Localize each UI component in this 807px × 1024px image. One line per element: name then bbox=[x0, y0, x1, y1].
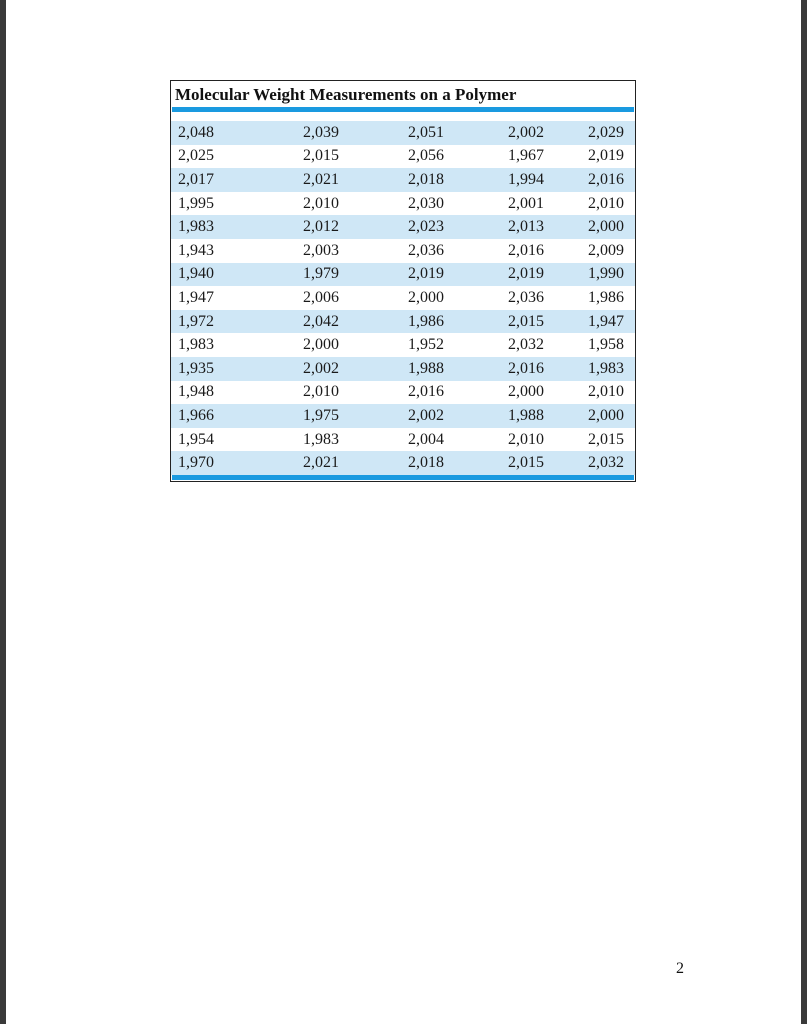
table-cell: 2,032 bbox=[508, 336, 544, 354]
table-cell: 2,021 bbox=[256, 168, 376, 192]
table-row bbox=[171, 333, 635, 357]
table-cell: 2,030 bbox=[408, 194, 444, 212]
page-number: 2 bbox=[676, 960, 684, 977]
table-cell: 1,986 bbox=[376, 310, 476, 334]
table-cell: 2,039 bbox=[256, 121, 376, 145]
table-row bbox=[171, 215, 635, 239]
table-cell: 2,013 bbox=[476, 215, 576, 239]
table-cell: 2,016 bbox=[408, 383, 444, 401]
table-cell: 1,986 bbox=[588, 288, 624, 306]
table-row bbox=[171, 145, 635, 169]
data-table-box bbox=[170, 80, 636, 482]
table-cell: 1,988 bbox=[376, 357, 476, 381]
table-row bbox=[171, 381, 635, 405]
table-cell: 1,954 bbox=[178, 430, 214, 448]
table-cell: 2,019 bbox=[476, 263, 576, 287]
table-cell: 2,018 bbox=[376, 168, 476, 192]
table-cell: 2,015 bbox=[588, 430, 624, 448]
table-row bbox=[171, 192, 635, 216]
table-row bbox=[171, 239, 635, 263]
table-cell: 1,967 bbox=[508, 147, 544, 165]
table-cell: 2,032 bbox=[576, 451, 635, 475]
table-cell: 2,002 bbox=[476, 121, 576, 145]
table-cell: 1,935 bbox=[171, 357, 256, 381]
document-page bbox=[6, 0, 801, 1024]
table-cell: 2,010 bbox=[303, 383, 339, 401]
table-cell: 2,010 bbox=[588, 194, 624, 212]
table-cell: 2,051 bbox=[376, 121, 476, 145]
table-cell: 1,995 bbox=[178, 194, 214, 212]
table-cell: 1,979 bbox=[256, 263, 376, 287]
table-row bbox=[171, 451, 635, 475]
table-row bbox=[171, 168, 635, 192]
table-cell: 1,975 bbox=[256, 404, 376, 428]
table-top-rule bbox=[172, 107, 634, 112]
measurements-table bbox=[171, 121, 635, 475]
table-cell: 1,988 bbox=[476, 404, 576, 428]
table-cell: 2,010 bbox=[588, 383, 624, 401]
table-row bbox=[171, 404, 635, 428]
table-cell: 2,019 bbox=[376, 263, 476, 287]
table-cell: 2,029 bbox=[576, 121, 635, 145]
table-cell: 1,990 bbox=[576, 263, 635, 287]
table-cell: 2,016 bbox=[576, 168, 635, 192]
table-row bbox=[171, 263, 635, 287]
table-cell: 2,056 bbox=[408, 147, 444, 165]
table-row bbox=[171, 121, 635, 145]
table-cell: 2,010 bbox=[303, 194, 339, 212]
table-cell: 2,006 bbox=[303, 288, 339, 306]
table-cell: 1,966 bbox=[171, 404, 256, 428]
table-cell: 1,983 bbox=[576, 357, 635, 381]
table-cell: 1,983 bbox=[171, 215, 256, 239]
table-cell: 2,015 bbox=[303, 147, 339, 165]
table-cell: 2,048 bbox=[171, 121, 256, 145]
table-cell: 2,025 bbox=[178, 147, 214, 165]
table-cell: 2,015 bbox=[476, 451, 576, 475]
table-cell: 2,023 bbox=[376, 215, 476, 239]
table-title: Molecular Weight Measurements on a Polymer bbox=[175, 85, 517, 104]
table-cell: 2,036 bbox=[508, 288, 544, 306]
table-cell: 2,004 bbox=[408, 430, 444, 448]
table-cell: 2,036 bbox=[408, 241, 444, 259]
table-cell: 2,016 bbox=[476, 357, 576, 381]
table-cell: 2,002 bbox=[376, 404, 476, 428]
table-cell: 2,018 bbox=[376, 451, 476, 475]
table-cell: 2,000 bbox=[508, 383, 544, 401]
table-cell: 2,015 bbox=[476, 310, 576, 334]
table-cell: 2,001 bbox=[508, 194, 544, 212]
table-cell: 1,983 bbox=[303, 430, 339, 448]
table-bottom-rule bbox=[172, 475, 634, 480]
table-cell: 2,000 bbox=[408, 288, 444, 306]
table-row bbox=[171, 286, 635, 310]
table-cell: 1,943 bbox=[178, 241, 214, 259]
table-cell: 1,972 bbox=[171, 310, 256, 334]
table-cell: 2,017 bbox=[171, 168, 256, 192]
table-cell: 2,010 bbox=[508, 430, 544, 448]
table-cell: 1,970 bbox=[171, 451, 256, 475]
table-row bbox=[171, 428, 635, 452]
table-cell: 1,983 bbox=[178, 336, 214, 354]
table-cell: 2,016 bbox=[508, 241, 544, 259]
table-cell: 2,000 bbox=[576, 215, 635, 239]
table-cell: 2,009 bbox=[588, 241, 624, 259]
table-cell: 2,021 bbox=[256, 451, 376, 475]
table-cell: 2,003 bbox=[303, 241, 339, 259]
table-cell: 1,947 bbox=[178, 288, 214, 306]
table-cell: 2,000 bbox=[303, 336, 339, 354]
table-cell: 1,994 bbox=[476, 168, 576, 192]
table-cell: 1,952 bbox=[408, 336, 444, 354]
table-cell: 2,042 bbox=[256, 310, 376, 334]
table-row bbox=[171, 310, 635, 334]
table-cell: 2,000 bbox=[576, 404, 635, 428]
table-body bbox=[171, 121, 635, 475]
table-row bbox=[171, 357, 635, 381]
table-cell: 2,019 bbox=[588, 147, 624, 165]
table-cell: 2,012 bbox=[256, 215, 376, 239]
table-cell: 1,940 bbox=[171, 263, 256, 287]
table-cell: 2,002 bbox=[256, 357, 376, 381]
table-cell: 1,947 bbox=[576, 310, 635, 334]
table-cell: 1,948 bbox=[178, 383, 214, 401]
table-cell: 1,958 bbox=[588, 336, 624, 354]
